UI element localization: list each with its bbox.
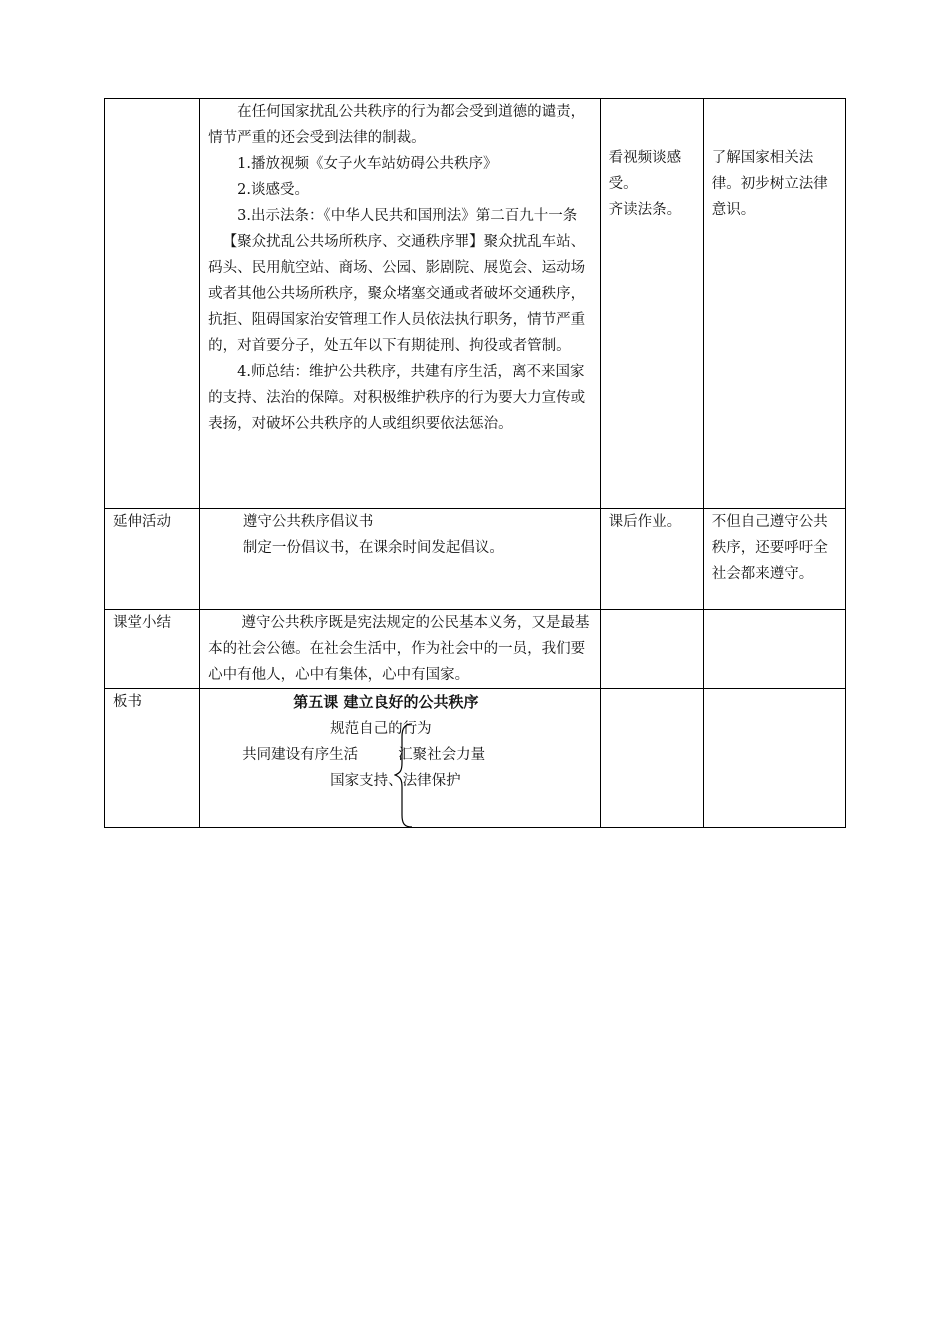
table-row-summary (105, 610, 846, 689)
board-left-text: 共同建设有序生活 (242, 747, 359, 763)
extension-student-activity: 课后作业。 (600, 509, 703, 610)
main-step2: 2.谈感受。 (237, 182, 309, 198)
summary-content-cell (200, 610, 601, 689)
main-law-text: 【聚众扰乱公共场所秩序、交通秩序罪】聚众扰乱车站、码头、民用航空站、商场、公园、影剧院、展览会、运动场或者其他公共场所秩序，聚众堵塞交通或者破坏交通秩序，抗拒、阻碍国家治安管理工作人员依法执行职务，情节严重的，对首要分子，处五年以下有期徒刑、拘役或者管制。 (208, 234, 586, 354)
row-label-main (105, 99, 200, 509)
main-intent: 了解国家相关法律。初步树立法律意识。 (711, 150, 828, 218)
summary-content: 遵守公共秩序既是宪法规定的公民基本义务，又是最基本的社会公德。在社会生活中，作为社会中的一员，我们要心中有他人，心中有集体，心中有国家。 (208, 615, 590, 683)
main-step4: 4.师总结：维护公共秩序，共建有序生活，离不来国家的支持、法治的保障。对积极维护秩序的行为要大力宣传或表扬，对破坏公共秩序的人或组织要依法惩治。 (208, 364, 586, 432)
summary-intent (703, 610, 845, 689)
table-row-main (105, 99, 846, 509)
lesson-plan-table (104, 98, 846, 828)
board-item-2: 汇聚社会力量 (398, 747, 486, 763)
main-intro: 在任何国家扰乱公共秩序的行为都会受到道德的谴责，情节严重的还会受到法律的制裁。 (208, 104, 586, 146)
main-intent-cell (703, 99, 845, 509)
main-student-activity-1: 看视频谈感受。 (608, 150, 682, 192)
main-content-cell (200, 99, 601, 509)
board-intent (703, 689, 845, 828)
extension-line1: 遵守公共秩序倡议书 (242, 514, 374, 530)
row-label-board: 板书 (105, 689, 200, 828)
main-step1: 1.播放视频《女子火车站妨碍公共秩序》 (237, 156, 498, 172)
main-student-activity-cell (600, 99, 703, 509)
row-label-extension: 延伸活动 (105, 509, 200, 610)
extension-intent: 不但自己遵守公共秩序，还要呼吁全社会都来遵守。 (703, 509, 845, 610)
extension-content-cell (200, 509, 601, 610)
summary-student-activity (600, 610, 703, 689)
main-student-activity-2: 齐读法条。 (608, 202, 682, 218)
table-row-extension (105, 509, 846, 610)
extension-line2: 制定一份倡议书，在课余时间发起倡议。 (242, 540, 504, 556)
board-writing (208, 689, 594, 827)
board-title: 第五课 建立良好的公共秩序 (293, 693, 479, 711)
board-item-3: 国家支持、法律保护 (330, 773, 461, 789)
board-item-1: 规范自己的行为 (330, 721, 432, 737)
row-label-summary: 课堂小结 (105, 610, 200, 689)
board-content-cell (200, 689, 601, 828)
curly-brace-icon (394, 723, 416, 829)
board-student-activity (600, 689, 703, 828)
main-step3: 3.出示法条：《中华人民共和国刑法》第二百九十一条 (237, 208, 578, 224)
table-row-board (105, 689, 846, 828)
